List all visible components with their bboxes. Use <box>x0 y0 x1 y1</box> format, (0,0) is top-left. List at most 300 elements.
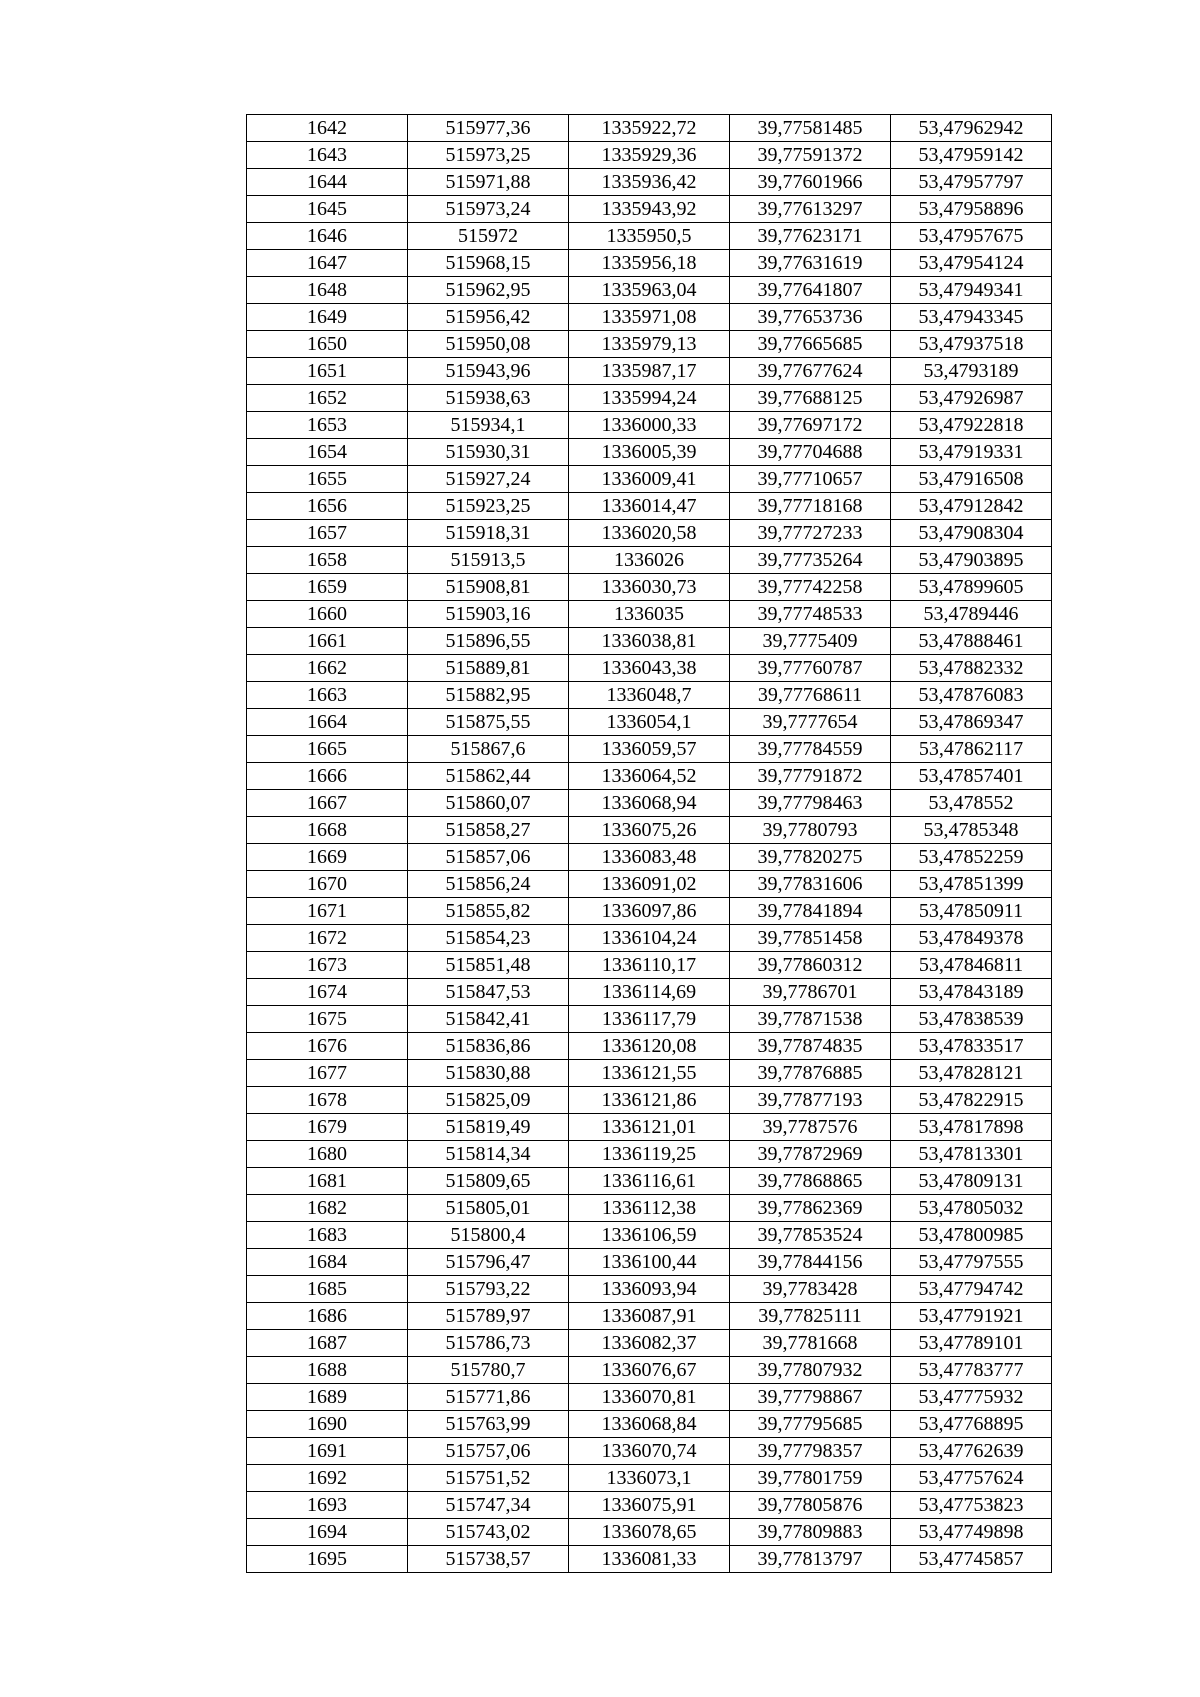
y-coordinate-cell: 1336083,48 <box>569 844 730 871</box>
y-coordinate-cell: 1336026 <box>569 547 730 574</box>
x-coordinate-cell: 515842,41 <box>408 1006 569 1033</box>
table-row <box>247 196 1052 223</box>
y-coordinate-cell: 1336120,08 <box>569 1033 730 1060</box>
table-row <box>247 979 1052 1006</box>
y-coordinate-cell: 1335929,36 <box>569 142 730 169</box>
longitude-cell: 39,77735264 <box>730 547 891 574</box>
latitude-cell: 53,47958896 <box>891 196 1052 223</box>
point-number-cell: 1661 <box>247 628 408 655</box>
x-coordinate-cell: 515854,23 <box>408 925 569 952</box>
latitude-cell: 53,4793189 <box>891 358 1052 385</box>
x-coordinate-cell: 515903,16 <box>408 601 569 628</box>
table-row <box>247 1303 1052 1330</box>
y-coordinate-cell: 1335971,08 <box>569 304 730 331</box>
table-row <box>247 115 1052 142</box>
latitude-cell: 53,47813301 <box>891 1141 1052 1168</box>
longitude-cell: 39,77784559 <box>730 736 891 763</box>
y-coordinate-cell: 1336114,69 <box>569 979 730 1006</box>
latitude-cell: 53,47749898 <box>891 1519 1052 1546</box>
x-coordinate-cell: 515971,88 <box>408 169 569 196</box>
y-coordinate-cell: 1336075,26 <box>569 817 730 844</box>
point-number-cell: 1678 <box>247 1087 408 1114</box>
x-coordinate-cell: 515950,08 <box>408 331 569 358</box>
longitude-cell: 39,77718168 <box>730 493 891 520</box>
point-number-cell: 1682 <box>247 1195 408 1222</box>
y-coordinate-cell: 1336030,73 <box>569 574 730 601</box>
latitude-cell: 53,47957675 <box>891 223 1052 250</box>
point-number-cell: 1686 <box>247 1303 408 1330</box>
longitude-cell: 39,77813797 <box>730 1546 891 1573</box>
x-coordinate-cell: 515962,95 <box>408 277 569 304</box>
latitude-cell: 53,47888461 <box>891 628 1052 655</box>
longitude-cell: 39,77742258 <box>730 574 891 601</box>
point-number-cell: 1646 <box>247 223 408 250</box>
longitude-cell: 39,77791872 <box>730 763 891 790</box>
longitude-cell: 39,77851458 <box>730 925 891 952</box>
latitude-cell: 53,47817898 <box>891 1114 1052 1141</box>
latitude-cell: 53,47949341 <box>891 277 1052 304</box>
point-number-cell: 1683 <box>247 1222 408 1249</box>
table-row <box>247 1465 1052 1492</box>
y-coordinate-cell: 1335979,13 <box>569 331 730 358</box>
y-coordinate-cell: 1336091,02 <box>569 871 730 898</box>
latitude-cell: 53,47912842 <box>891 493 1052 520</box>
longitude-cell: 39,77809883 <box>730 1519 891 1546</box>
x-coordinate-cell: 515923,25 <box>408 493 569 520</box>
table-row <box>247 1384 1052 1411</box>
x-coordinate-cell: 515913,5 <box>408 547 569 574</box>
table-row <box>247 1222 1052 1249</box>
x-coordinate-cell: 515972 <box>408 223 569 250</box>
latitude-cell: 53,47869347 <box>891 709 1052 736</box>
longitude-cell: 39,77697172 <box>730 412 891 439</box>
x-coordinate-cell: 515786,73 <box>408 1330 569 1357</box>
y-coordinate-cell: 1335956,18 <box>569 250 730 277</box>
y-coordinate-cell: 1336119,25 <box>569 1141 730 1168</box>
point-number-cell: 1673 <box>247 952 408 979</box>
longitude-cell: 39,77877193 <box>730 1087 891 1114</box>
table-row <box>247 1033 1052 1060</box>
latitude-cell: 53,47851399 <box>891 871 1052 898</box>
point-number-cell: 1667 <box>247 790 408 817</box>
x-coordinate-cell: 515856,24 <box>408 871 569 898</box>
longitude-cell: 39,77623171 <box>730 223 891 250</box>
y-coordinate-cell: 1336100,44 <box>569 1249 730 1276</box>
latitude-cell: 53,47943345 <box>891 304 1052 331</box>
point-number-cell: 1684 <box>247 1249 408 1276</box>
point-number-cell: 1695 <box>247 1546 408 1573</box>
table-row <box>247 439 1052 466</box>
longitude-cell: 39,77798867 <box>730 1384 891 1411</box>
table-row <box>247 169 1052 196</box>
point-number-cell: 1692 <box>247 1465 408 1492</box>
y-coordinate-cell: 1336068,94 <box>569 790 730 817</box>
table-row <box>247 1006 1052 1033</box>
y-coordinate-cell: 1336121,86 <box>569 1087 730 1114</box>
table-row <box>247 871 1052 898</box>
point-number-cell: 1694 <box>247 1519 408 1546</box>
point-number-cell: 1658 <box>247 547 408 574</box>
point-number-cell: 1672 <box>247 925 408 952</box>
longitude-cell: 39,77860312 <box>730 952 891 979</box>
longitude-cell: 39,7777654 <box>730 709 891 736</box>
latitude-cell: 53,47843189 <box>891 979 1052 1006</box>
latitude-cell: 53,47852259 <box>891 844 1052 871</box>
point-number-cell: 1664 <box>247 709 408 736</box>
y-coordinate-cell: 1336121,01 <box>569 1114 730 1141</box>
longitude-cell: 39,77807932 <box>730 1357 891 1384</box>
table-row <box>247 709 1052 736</box>
longitude-cell: 39,77825111 <box>730 1303 891 1330</box>
latitude-cell: 53,47957797 <box>891 169 1052 196</box>
table-row <box>247 466 1052 493</box>
longitude-cell: 39,77841894 <box>730 898 891 925</box>
latitude-cell: 53,47903895 <box>891 547 1052 574</box>
x-coordinate-cell: 515738,57 <box>408 1546 569 1573</box>
x-coordinate-cell: 515809,65 <box>408 1168 569 1195</box>
y-coordinate-cell: 1336000,33 <box>569 412 730 439</box>
point-number-cell: 1668 <box>247 817 408 844</box>
y-coordinate-cell: 1335922,72 <box>569 115 730 142</box>
longitude-cell: 39,77874835 <box>730 1033 891 1060</box>
latitude-cell: 53,47833517 <box>891 1033 1052 1060</box>
longitude-cell: 39,77798463 <box>730 790 891 817</box>
latitude-cell: 53,47876083 <box>891 682 1052 709</box>
point-number-cell: 1649 <box>247 304 408 331</box>
latitude-cell: 53,47882332 <box>891 655 1052 682</box>
longitude-cell: 39,77688125 <box>730 385 891 412</box>
x-coordinate-cell: 515977,36 <box>408 115 569 142</box>
point-number-cell: 1691 <box>247 1438 408 1465</box>
longitude-cell: 39,77631619 <box>730 250 891 277</box>
x-coordinate-cell: 515918,31 <box>408 520 569 547</box>
table-row <box>247 1114 1052 1141</box>
table-row <box>247 925 1052 952</box>
table-row <box>247 493 1052 520</box>
table-row <box>247 682 1052 709</box>
longitude-cell: 39,7786701 <box>730 979 891 1006</box>
x-coordinate-cell: 515875,55 <box>408 709 569 736</box>
x-coordinate-cell: 515751,52 <box>408 1465 569 1492</box>
y-coordinate-cell: 1336082,37 <box>569 1330 730 1357</box>
y-coordinate-cell: 1335963,04 <box>569 277 730 304</box>
y-coordinate-cell: 1335987,17 <box>569 358 730 385</box>
point-number-cell: 1650 <box>247 331 408 358</box>
latitude-cell: 53,478552 <box>891 790 1052 817</box>
latitude-cell: 53,47828121 <box>891 1060 1052 1087</box>
latitude-cell: 53,47916508 <box>891 466 1052 493</box>
y-coordinate-cell: 1335994,24 <box>569 385 730 412</box>
latitude-cell: 53,47908304 <box>891 520 1052 547</box>
table-row <box>247 655 1052 682</box>
longitude-cell: 39,7780793 <box>730 817 891 844</box>
latitude-cell: 53,47783777 <box>891 1357 1052 1384</box>
latitude-cell: 53,47857401 <box>891 763 1052 790</box>
longitude-cell: 39,77868865 <box>730 1168 891 1195</box>
table-row <box>247 331 1052 358</box>
point-number-cell: 1644 <box>247 169 408 196</box>
table-row <box>247 358 1052 385</box>
table-row <box>247 1492 1052 1519</box>
y-coordinate-cell: 1336073,1 <box>569 1465 730 1492</box>
point-number-cell: 1653 <box>247 412 408 439</box>
table-row <box>247 763 1052 790</box>
latitude-cell: 53,47926987 <box>891 385 1052 412</box>
y-coordinate-cell: 1336070,74 <box>569 1438 730 1465</box>
point-number-cell: 1671 <box>247 898 408 925</box>
latitude-cell: 53,47789101 <box>891 1330 1052 1357</box>
table-row <box>247 1546 1052 1573</box>
y-coordinate-cell: 1336078,65 <box>569 1519 730 1546</box>
point-number-cell: 1685 <box>247 1276 408 1303</box>
table-row <box>247 817 1052 844</box>
x-coordinate-cell: 515867,6 <box>408 736 569 763</box>
y-coordinate-cell: 1336106,59 <box>569 1222 730 1249</box>
y-coordinate-cell: 1336009,41 <box>569 466 730 493</box>
table-row <box>247 1195 1052 1222</box>
table-row <box>247 1438 1052 1465</box>
table-row <box>247 1276 1052 1303</box>
table-row <box>247 142 1052 169</box>
x-coordinate-cell: 515851,48 <box>408 952 569 979</box>
latitude-cell: 53,47775932 <box>891 1384 1052 1411</box>
point-number-cell: 1693 <box>247 1492 408 1519</box>
latitude-cell: 53,47768895 <box>891 1411 1052 1438</box>
y-coordinate-cell: 1336075,91 <box>569 1492 730 1519</box>
table-row <box>247 844 1052 871</box>
point-number-cell: 1642 <box>247 115 408 142</box>
longitude-cell: 39,77862369 <box>730 1195 891 1222</box>
table-row <box>247 385 1052 412</box>
longitude-cell: 39,77601966 <box>730 169 891 196</box>
table-row <box>247 736 1052 763</box>
point-number-cell: 1656 <box>247 493 408 520</box>
table-row <box>247 1141 1052 1168</box>
point-number-cell: 1676 <box>247 1033 408 1060</box>
latitude-cell: 53,47838539 <box>891 1006 1052 1033</box>
x-coordinate-cell: 515747,34 <box>408 1492 569 1519</box>
latitude-cell: 53,47797555 <box>891 1249 1052 1276</box>
table-row <box>247 1519 1052 1546</box>
point-number-cell: 1688 <box>247 1357 408 1384</box>
point-number-cell: 1690 <box>247 1411 408 1438</box>
point-number-cell: 1652 <box>247 385 408 412</box>
x-coordinate-cell: 515858,27 <box>408 817 569 844</box>
table-row <box>247 1249 1052 1276</box>
table-row <box>247 628 1052 655</box>
x-coordinate-cell: 515789,97 <box>408 1303 569 1330</box>
point-number-cell: 1666 <box>247 763 408 790</box>
longitude-cell: 39,7783428 <box>730 1276 891 1303</box>
y-coordinate-cell: 1336014,47 <box>569 493 730 520</box>
longitude-cell: 39,77591372 <box>730 142 891 169</box>
longitude-cell: 39,77795685 <box>730 1411 891 1438</box>
y-coordinate-cell: 1336121,55 <box>569 1060 730 1087</box>
longitude-cell: 39,77653736 <box>730 304 891 331</box>
y-coordinate-cell: 1336076,67 <box>569 1357 730 1384</box>
point-number-cell: 1659 <box>247 574 408 601</box>
x-coordinate-cell: 515825,09 <box>408 1087 569 1114</box>
y-coordinate-cell: 1336087,91 <box>569 1303 730 1330</box>
table-row <box>247 1330 1052 1357</box>
point-number-cell: 1662 <box>247 655 408 682</box>
point-number-cell: 1680 <box>247 1141 408 1168</box>
x-coordinate-cell: 515908,81 <box>408 574 569 601</box>
longitude-cell: 39,77748533 <box>730 601 891 628</box>
latitude-cell: 53,47805032 <box>891 1195 1052 1222</box>
point-number-cell: 1681 <box>247 1168 408 1195</box>
table-row <box>247 1087 1052 1114</box>
latitude-cell: 53,47800985 <box>891 1222 1052 1249</box>
x-coordinate-cell: 515889,81 <box>408 655 569 682</box>
longitude-cell: 39,77768611 <box>730 682 891 709</box>
x-coordinate-cell: 515968,15 <box>408 250 569 277</box>
x-coordinate-cell: 515763,99 <box>408 1411 569 1438</box>
latitude-cell: 53,47822915 <box>891 1087 1052 1114</box>
longitude-cell: 39,77641807 <box>730 277 891 304</box>
x-coordinate-cell: 515896,55 <box>408 628 569 655</box>
y-coordinate-cell: 1336068,84 <box>569 1411 730 1438</box>
table-row <box>247 574 1052 601</box>
latitude-cell: 53,47922818 <box>891 412 1052 439</box>
y-coordinate-cell: 1336035 <box>569 601 730 628</box>
point-number-cell: 1675 <box>247 1006 408 1033</box>
x-coordinate-cell: 515796,47 <box>408 1249 569 1276</box>
longitude-cell: 39,7787576 <box>730 1114 891 1141</box>
longitude-cell: 39,7775409 <box>730 628 891 655</box>
longitude-cell: 39,77805876 <box>730 1492 891 1519</box>
longitude-cell: 39,77844156 <box>730 1249 891 1276</box>
latitude-cell: 53,47959142 <box>891 142 1052 169</box>
y-coordinate-cell: 1336104,24 <box>569 925 730 952</box>
point-number-cell: 1670 <box>247 871 408 898</box>
y-coordinate-cell: 1336020,58 <box>569 520 730 547</box>
y-coordinate-cell: 1336070,81 <box>569 1384 730 1411</box>
longitude-cell: 39,77876885 <box>730 1060 891 1087</box>
table-row <box>247 1060 1052 1087</box>
point-number-cell: 1651 <box>247 358 408 385</box>
y-coordinate-cell: 1336097,86 <box>569 898 730 925</box>
x-coordinate-cell: 515800,4 <box>408 1222 569 1249</box>
table-row <box>247 547 1052 574</box>
point-number-cell: 1674 <box>247 979 408 1006</box>
x-coordinate-cell: 515819,49 <box>408 1114 569 1141</box>
latitude-cell: 53,47899605 <box>891 574 1052 601</box>
latitude-cell: 53,47794742 <box>891 1276 1052 1303</box>
latitude-cell: 53,47757624 <box>891 1465 1052 1492</box>
x-coordinate-cell: 515805,01 <box>408 1195 569 1222</box>
table-row <box>247 1168 1052 1195</box>
y-coordinate-cell: 1336005,39 <box>569 439 730 466</box>
longitude-cell: 39,77801759 <box>730 1465 891 1492</box>
coordinates-table-body <box>247 115 1052 1573</box>
table-row <box>247 412 1052 439</box>
y-coordinate-cell: 1336110,17 <box>569 952 730 979</box>
y-coordinate-cell: 1336116,61 <box>569 1168 730 1195</box>
longitude-cell: 39,77665685 <box>730 331 891 358</box>
x-coordinate-cell: 515943,96 <box>408 358 569 385</box>
x-coordinate-cell: 515743,02 <box>408 1519 569 1546</box>
latitude-cell: 53,47862117 <box>891 736 1052 763</box>
latitude-cell: 53,47762639 <box>891 1438 1052 1465</box>
x-coordinate-cell: 515847,53 <box>408 979 569 1006</box>
y-coordinate-cell: 1336112,38 <box>569 1195 730 1222</box>
y-coordinate-cell: 1336093,94 <box>569 1276 730 1303</box>
latitude-cell: 53,47919331 <box>891 439 1052 466</box>
y-coordinate-cell: 1336059,57 <box>569 736 730 763</box>
latitude-cell: 53,47849378 <box>891 925 1052 952</box>
longitude-cell: 39,77704688 <box>730 439 891 466</box>
y-coordinate-cell: 1335943,92 <box>569 196 730 223</box>
y-coordinate-cell: 1336117,79 <box>569 1006 730 1033</box>
point-number-cell: 1648 <box>247 277 408 304</box>
y-coordinate-cell: 1336081,33 <box>569 1546 730 1573</box>
latitude-cell: 53,47753823 <box>891 1492 1052 1519</box>
x-coordinate-cell: 515956,42 <box>408 304 569 331</box>
table-row <box>247 520 1052 547</box>
table-row <box>247 277 1052 304</box>
longitude-cell: 39,77581485 <box>730 115 891 142</box>
point-number-cell: 1677 <box>247 1060 408 1087</box>
y-coordinate-cell: 1336064,52 <box>569 763 730 790</box>
point-number-cell: 1655 <box>247 466 408 493</box>
x-coordinate-cell: 515934,1 <box>408 412 569 439</box>
x-coordinate-cell: 515860,07 <box>408 790 569 817</box>
latitude-cell: 53,47745857 <box>891 1546 1052 1573</box>
latitude-cell: 53,47791921 <box>891 1303 1052 1330</box>
point-number-cell: 1663 <box>247 682 408 709</box>
point-number-cell: 1687 <box>247 1330 408 1357</box>
table-row <box>247 601 1052 628</box>
longitude-cell: 39,7781668 <box>730 1330 891 1357</box>
longitude-cell: 39,77820275 <box>730 844 891 871</box>
point-number-cell: 1657 <box>247 520 408 547</box>
longitude-cell: 39,77831606 <box>730 871 891 898</box>
point-number-cell: 1679 <box>247 1114 408 1141</box>
latitude-cell: 53,4785348 <box>891 817 1052 844</box>
y-coordinate-cell: 1336054,1 <box>569 709 730 736</box>
y-coordinate-cell: 1336038,81 <box>569 628 730 655</box>
latitude-cell: 53,47846811 <box>891 952 1052 979</box>
latitude-cell: 53,47954124 <box>891 250 1052 277</box>
table-row <box>247 1411 1052 1438</box>
point-number-cell: 1654 <box>247 439 408 466</box>
x-coordinate-cell: 515862,44 <box>408 763 569 790</box>
x-coordinate-cell: 515836,86 <box>408 1033 569 1060</box>
x-coordinate-cell: 515973,24 <box>408 196 569 223</box>
x-coordinate-cell: 515814,34 <box>408 1141 569 1168</box>
point-number-cell: 1689 <box>247 1384 408 1411</box>
x-coordinate-cell: 515938,63 <box>408 385 569 412</box>
point-number-cell: 1643 <box>247 142 408 169</box>
latitude-cell: 53,4789446 <box>891 601 1052 628</box>
x-coordinate-cell: 515855,82 <box>408 898 569 925</box>
y-coordinate-cell: 1335936,42 <box>569 169 730 196</box>
point-number-cell: 1645 <box>247 196 408 223</box>
longitude-cell: 39,77871538 <box>730 1006 891 1033</box>
table-row <box>247 898 1052 925</box>
x-coordinate-cell: 515973,25 <box>408 142 569 169</box>
longitude-cell: 39,77853524 <box>730 1222 891 1249</box>
x-coordinate-cell: 515780,7 <box>408 1357 569 1384</box>
longitude-cell: 39,77613297 <box>730 196 891 223</box>
point-number-cell: 1660 <box>247 601 408 628</box>
y-coordinate-cell: 1336048,7 <box>569 682 730 709</box>
table-row <box>247 790 1052 817</box>
x-coordinate-cell: 515927,24 <box>408 466 569 493</box>
x-coordinate-cell: 515771,86 <box>408 1384 569 1411</box>
table-row <box>247 223 1052 250</box>
